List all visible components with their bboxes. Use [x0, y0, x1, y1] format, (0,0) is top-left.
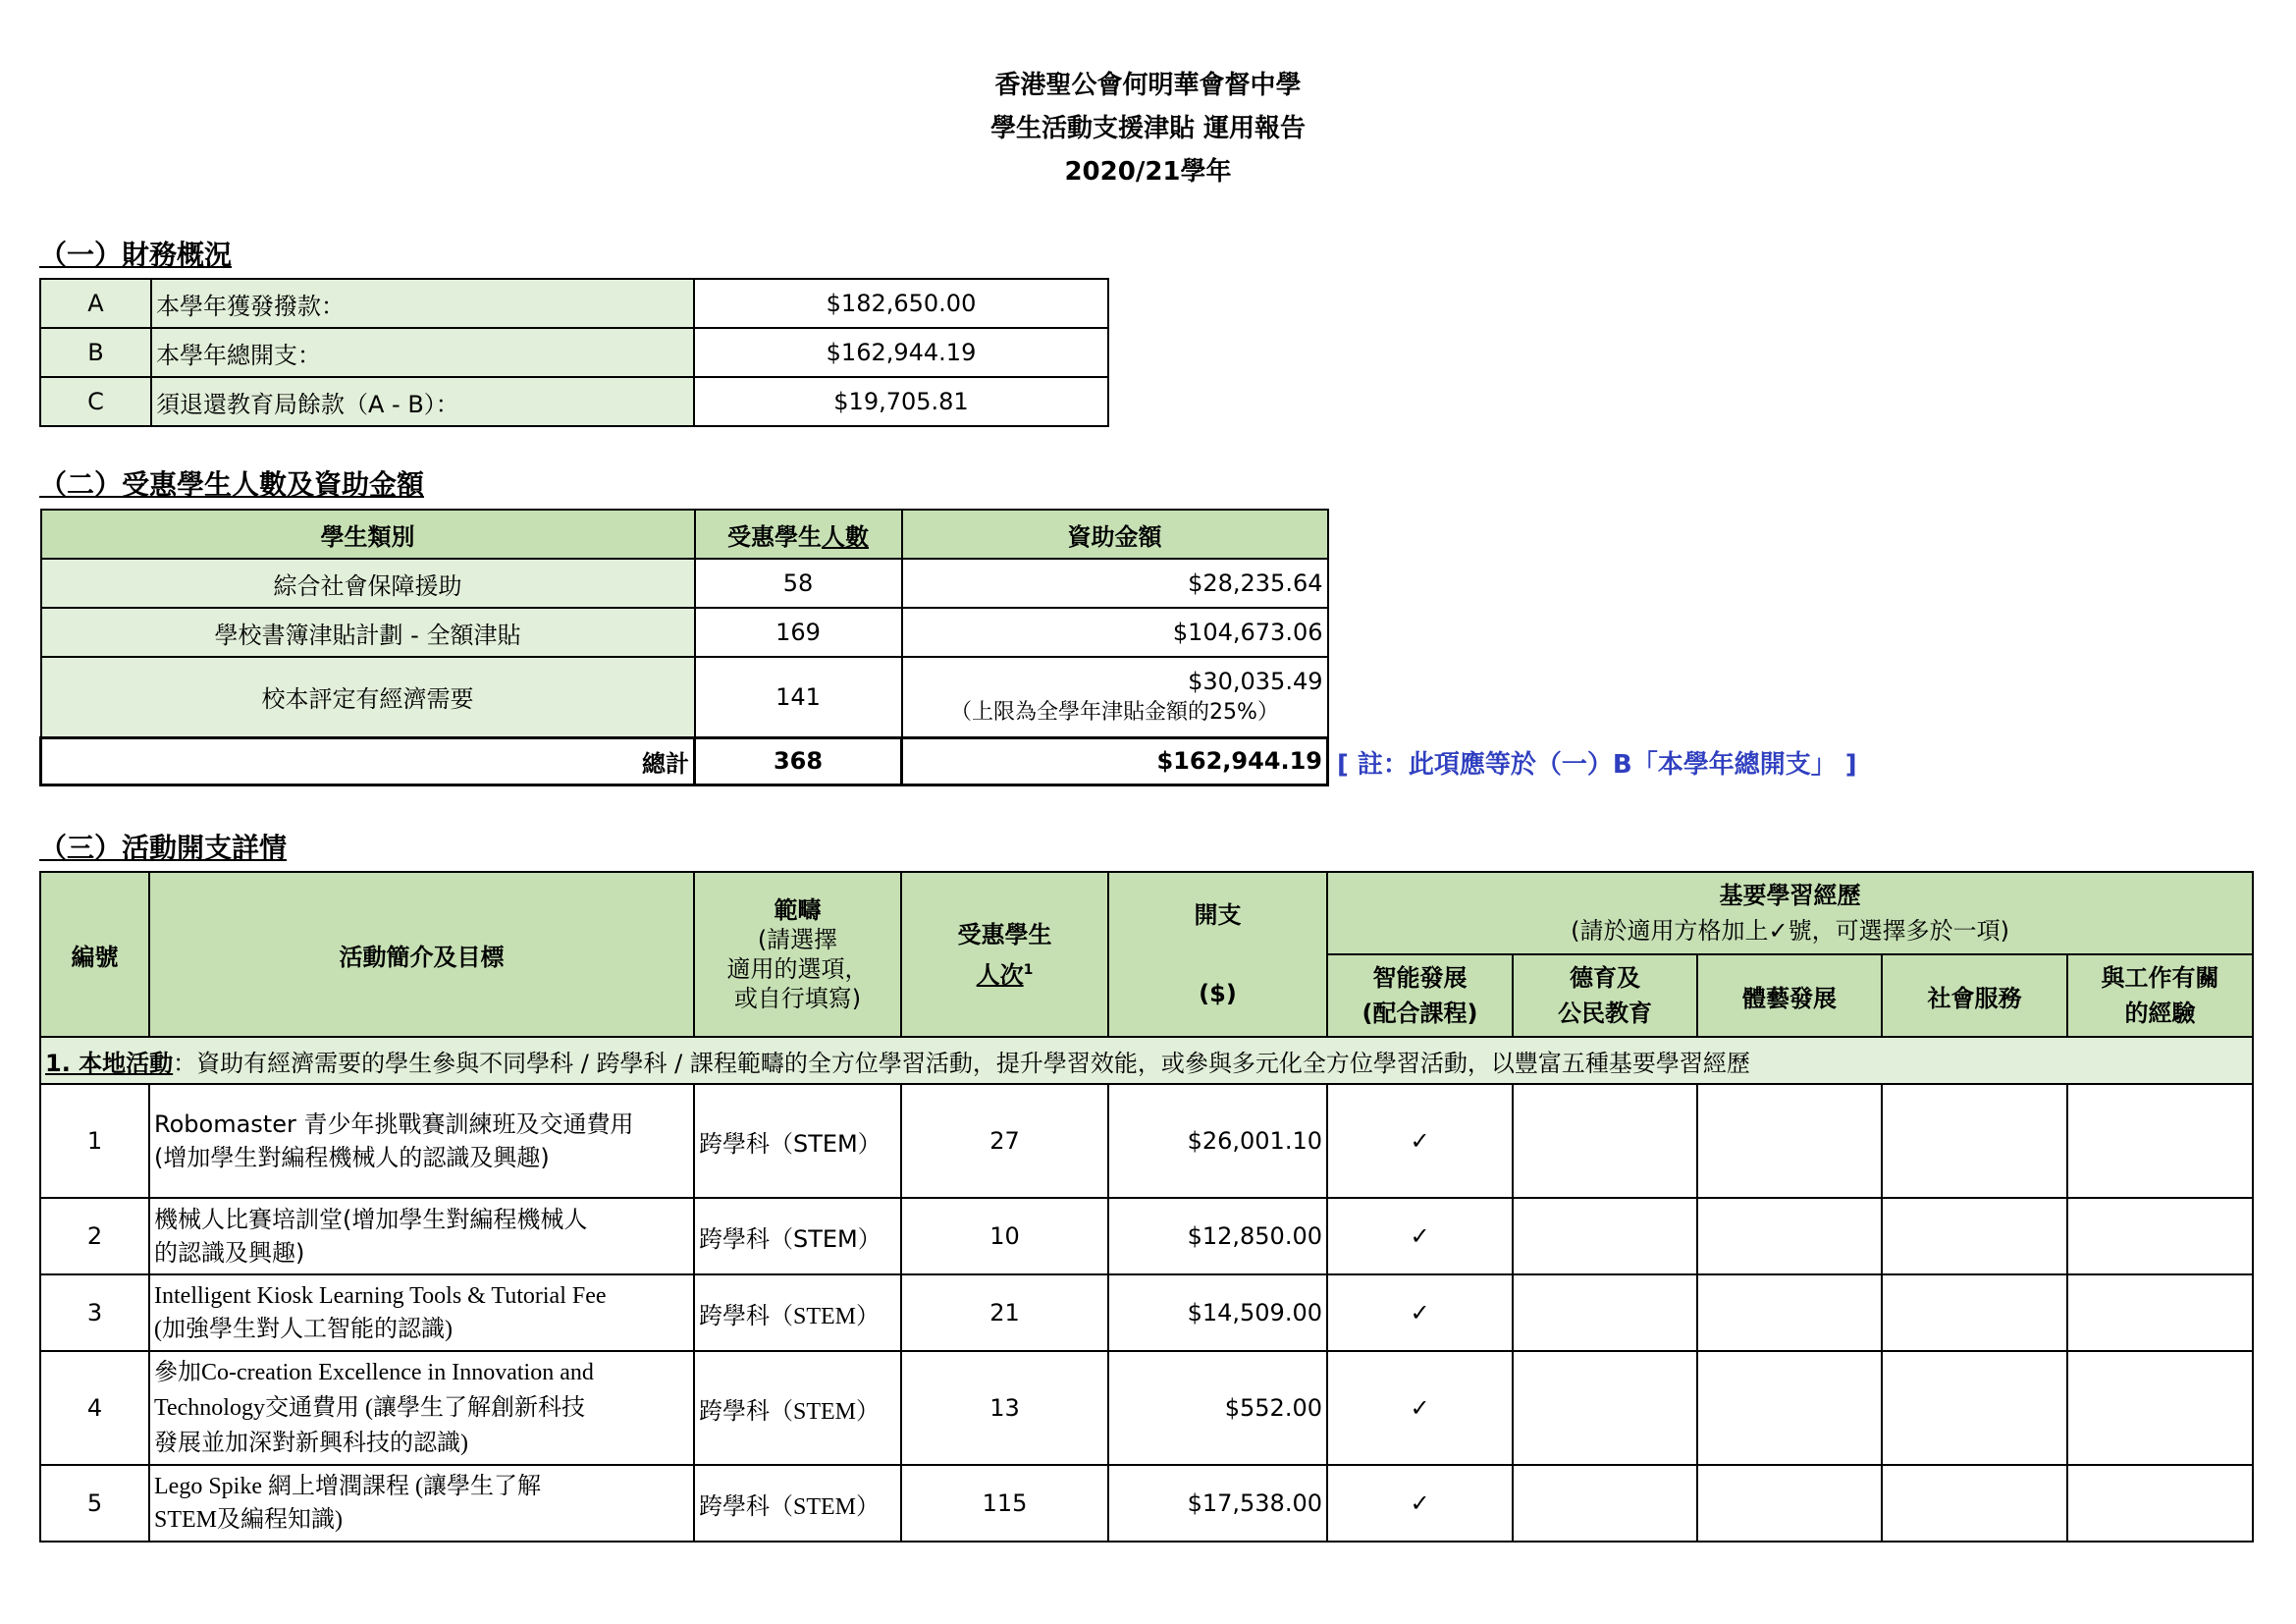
amount-value: $30,035.49 — [1188, 668, 1323, 696]
total-count: 368 — [695, 737, 902, 785]
col-count — [695, 510, 902, 559]
col-scope-line1: (請選擇 — [757, 926, 838, 953]
count-cell: 58 — [695, 559, 902, 608]
check-mark: ✓ — [1327, 1084, 1513, 1198]
activity-line2: Technology交通費用 (讓學生了解創新科技 — [154, 1395, 585, 1421]
empty-cell — [1513, 1465, 1697, 1542]
check-mark: ✓ — [1327, 1351, 1513, 1465]
col-students — [901, 872, 1108, 1037]
col-exp2-line1: 德育及 — [1570, 964, 1640, 992]
report-title: 學生活動支援津貼 運用報告 — [989, 114, 1307, 143]
table-row — [40, 1465, 2253, 1542]
row-amount: $19,705.81 — [694, 377, 1108, 426]
school-name: 香港聖公會何明華會督中學 — [994, 71, 1302, 100]
col-exp-career — [2067, 954, 2253, 1037]
row-scope: 跨學科（STEM） — [694, 1274, 901, 1351]
empty-cell — [1697, 1351, 1882, 1465]
col-expense — [1108, 872, 1327, 1037]
row-students: 21 — [901, 1274, 1108, 1351]
check-mark: ✓ — [1327, 1198, 1513, 1274]
category-row — [40, 1037, 2253, 1084]
amount-cell: $28,235.64 — [902, 559, 1328, 608]
table-row — [40, 1198, 2253, 1274]
row-no: 4 — [40, 1351, 149, 1465]
total-amount: $162,944.19 — [902, 737, 1328, 785]
school-year: 2020/21學年 — [1064, 157, 1232, 187]
finance-table — [39, 278, 1109, 427]
activity-line1: 參加Co-creation Excellence in Innovation and — [154, 1360, 594, 1385]
row-code: C — [40, 377, 151, 426]
section3-title: （三）活動開支詳情 — [39, 832, 288, 864]
col-scope-line2: 適用的選項， — [726, 955, 869, 983]
col-scope-title: 範疇 — [774, 896, 822, 924]
check-mark: ✓ — [1327, 1465, 1513, 1542]
empty-cell — [2067, 1351, 2253, 1465]
total-row — [41, 737, 1328, 785]
row-label: 本學年獲發撥款： — [151, 279, 694, 328]
col-exp-moral — [1513, 954, 1697, 1037]
row-no: 3 — [40, 1274, 149, 1351]
section2-title: （二）受惠學生人數及資助金額 — [39, 468, 425, 501]
col-experiences-title: 基要學習經歷 — [1719, 882, 1861, 909]
row-scope: 跨學科（STEM） — [694, 1465, 901, 1542]
row-scope: 跨學科（STEM） — [694, 1198, 901, 1274]
category-cell: 綜合社會保障援助 — [41, 559, 695, 608]
empty-cell — [1697, 1465, 1882, 1542]
row-students: 115 — [901, 1465, 1108, 1542]
table-row — [40, 377, 1108, 426]
table-row — [40, 279, 1108, 328]
category-desc: ：資助有經濟需要的學生參與不同學科 / 跨學科 / 課程範疇的全方位學習活動，提升學習效能，或參與多元化全方位學習活動，以豐富五種基要學習經歷 — [173, 1049, 1750, 1077]
row-amount: $182,650.00 — [694, 279, 1108, 328]
category-cell: 校本評定有經濟需要 — [41, 657, 695, 737]
empty-cell — [1697, 1198, 1882, 1274]
col-experiences — [1327, 872, 2253, 954]
row-expense: $26,001.10 — [1108, 1084, 1327, 1198]
table-row — [41, 559, 1328, 608]
empty-cell — [2067, 1198, 2253, 1274]
amount-cell: $104,673.06 — [902, 608, 1328, 657]
activity-line2: (增加學生對編程機械人的認識及興趣) — [154, 1144, 550, 1171]
activity-line1: Robomaster 青少年挑戰賽訓練班及交通費用 — [154, 1110, 634, 1138]
col-experiences-note: (請於適用方格加上✓號，可選擇多於一項) — [1571, 917, 2009, 945]
row-expense: $12,850.00 — [1108, 1198, 1327, 1274]
category-cell: 學校書簿津貼計劃 - 全額津貼 — [41, 608, 695, 657]
col-students-line2: 人次 — [976, 960, 1024, 989]
row-students: 13 — [901, 1351, 1108, 1465]
row-no: 5 — [40, 1465, 149, 1542]
empty-cell — [1697, 1274, 1882, 1351]
amount-cap-note: （上限為全學年津貼金額的25%） — [950, 700, 1279, 726]
empty-cell — [1882, 1351, 2067, 1465]
footnote-marker: 1 — [1023, 961, 1034, 978]
table-row — [40, 1351, 2253, 1465]
col-exp-intellectual — [1327, 954, 1513, 1037]
category-cell — [40, 1037, 2253, 1084]
col-exp5-line1: 與工作有關 — [2101, 964, 2219, 992]
row-students: 27 — [901, 1084, 1108, 1198]
activity-line2: STEM及編程知識) — [154, 1507, 343, 1533]
col-expense-title: 開支 — [1194, 901, 1242, 929]
activity-table — [39, 871, 2254, 1543]
col-no: 編號 — [40, 872, 149, 1037]
amount-cell — [902, 657, 1328, 737]
col-scope-line3: 或自行填寫) — [733, 985, 862, 1012]
table-header-row — [41, 510, 1328, 559]
empty-cell — [1513, 1198, 1697, 1274]
empty-cell — [1882, 1198, 2067, 1274]
empty-cell — [1513, 1274, 1697, 1351]
category-label: 1. 本地活動 — [45, 1049, 174, 1077]
row-students: 10 — [901, 1198, 1108, 1274]
table-row — [40, 1274, 2253, 1351]
col-activity: 活動簡介及目標 — [149, 872, 694, 1037]
activity-line1: Lego Spike 網上增潤課程 (讓學生了解 — [154, 1474, 541, 1499]
count-cell: 169 — [695, 608, 902, 657]
row-scope: 跨學科（STEM） — [694, 1351, 901, 1465]
activity-line3: 發展並加深對新興科技的認識) — [154, 1431, 468, 1456]
row-scope: 跨學科（STEM） — [694, 1084, 901, 1198]
row-activity — [149, 1274, 694, 1351]
empty-cell — [2067, 1274, 2253, 1351]
row-code: A — [40, 279, 151, 328]
row-expense: $14,509.00 — [1108, 1274, 1327, 1351]
col-count-prefix: 受惠學生 — [727, 522, 822, 551]
empty-cell — [1882, 1084, 2067, 1198]
row-activity — [149, 1198, 694, 1274]
row-activity — [149, 1084, 694, 1198]
col-students-line1: 受惠學生 — [957, 920, 1052, 948]
activity-line2: (加強學生對人工智能的認識) — [154, 1317, 453, 1342]
col-scope — [694, 872, 901, 1037]
empty-cell — [1882, 1465, 2067, 1542]
row-expense: $552.00 — [1108, 1351, 1327, 1465]
table-row — [41, 608, 1328, 657]
col-exp-aesthetic: 體藝發展 — [1697, 954, 1882, 1037]
empty-cell — [2067, 1465, 2253, 1542]
col-exp1-line2: (配合課程) — [1362, 1000, 1478, 1027]
row-expense: $17,538.00 — [1108, 1465, 1327, 1542]
table-header-row — [40, 872, 2253, 954]
total-label: 總計 — [41, 737, 695, 785]
row-label: 本學年總開支： — [151, 328, 694, 377]
col-exp5-line2: 的經驗 — [2124, 1000, 2196, 1027]
count-cell: 141 — [695, 657, 902, 737]
activity-line1: 機械人比賽培訓堂(增加學生對編程機械人 — [154, 1206, 588, 1233]
row-label: 須退還教育局餘款（A - B）： — [151, 377, 694, 426]
empty-cell — [2067, 1084, 2253, 1198]
empty-cell — [1882, 1274, 2067, 1351]
beneficiary-table — [39, 509, 1329, 786]
check-mark: ✓ — [1327, 1274, 1513, 1351]
col-exp-service: 社會服務 — [1882, 954, 2067, 1037]
row-amount: $162,944.19 — [694, 328, 1108, 377]
empty-cell — [1513, 1351, 1697, 1465]
activity-line1: Intelligent Kiosk Learning Tools & Tutorial Fee — [154, 1283, 607, 1309]
col-amount: 資助金額 — [902, 510, 1328, 559]
row-activity — [149, 1465, 694, 1542]
table-row — [41, 657, 1328, 737]
row-no: 1 — [40, 1084, 149, 1198]
row-activity — [149, 1351, 694, 1465]
col-count-underlined: 人數 — [822, 522, 869, 551]
col-exp2-line2: 公民教育 — [1558, 1000, 1652, 1027]
total-remark: [ 註：此項應等於（一）B「本學年總開支」 ] — [1337, 750, 1857, 780]
table-row — [40, 1084, 2253, 1198]
row-code: B — [40, 328, 151, 377]
table-row — [40, 328, 1108, 377]
section1-title: （一）財務概況 — [39, 239, 233, 271]
col-category: 學生類別 — [41, 510, 695, 559]
empty-cell — [1513, 1084, 1697, 1198]
empty-cell — [1697, 1084, 1882, 1198]
col-exp1-line1: 智能發展 — [1372, 964, 1468, 992]
col-expense-unit: ($) — [1199, 980, 1237, 1007]
activity-line2: 的認識及興趣) — [154, 1239, 305, 1267]
row-no: 2 — [40, 1198, 149, 1274]
